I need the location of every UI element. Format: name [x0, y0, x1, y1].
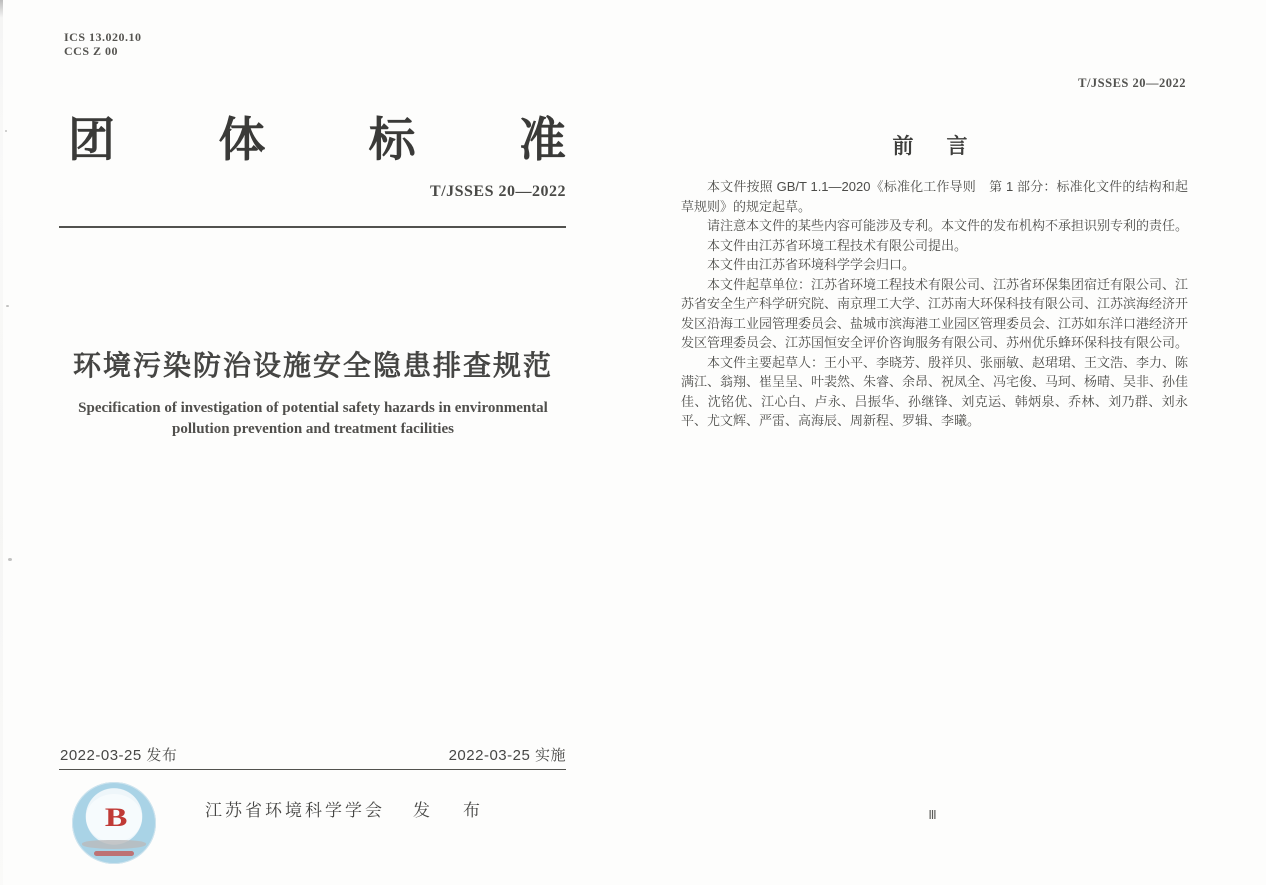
ccs-code: CCS Z 00: [64, 44, 119, 58]
publisher-name: 江苏省环境科学学会: [205, 801, 385, 820]
society-seal-icon: [72, 782, 156, 864]
foreword-paragraph: 本文件由江苏省环境工程技术有限公司提出。: [707, 237, 968, 253]
publish-label: 发 布: [413, 801, 488, 820]
ics-code: ICS 13.020.10: [64, 30, 142, 44]
title-english: [50, 398, 576, 440]
seal-inner-disc: [86, 794, 142, 842]
standard-number: T/JSSES 20—2022: [430, 183, 566, 200]
foreword-paragraph: 本文件按照 GB/T 1.1—2020《标准化工作导则 第 1 部分：标准化文件的结构和起草规则》的规定起草。: [681, 179, 1188, 214]
title-english-line2: pollution prevention and treatment facilities: [172, 421, 454, 437]
seal-emblem: B: [104, 803, 124, 832]
foreword-paragraph: 请注意本文件的某些内容可能涉及专利。本文件的发布机构不承担识别专利的责任。: [707, 218, 1189, 233]
issue-date: 2022-03-25 发布: [60, 747, 178, 764]
implement-date: 2022-03-25 实施: [448, 747, 566, 764]
seal-band: [82, 840, 146, 849]
dates-row: [60, 744, 566, 765]
footer-rule: [59, 769, 566, 770]
foreword-title: 前 言: [892, 135, 974, 158]
foreword-body: [681, 177, 1188, 431]
foreword-page: [633, 0, 1266, 885]
document-type-heading: 团体标准: [68, 113, 566, 166]
header-rule: [59, 226, 566, 228]
foreword-paragraph: 本文件主要起草人：王小平、李晓芳、殷祥贝、张丽敏、赵珺珺、王文浩、李力、陈满江、翁翔、崔呈呈、叶裴然、朱睿、余昂、祝凤全、冯宅俊、马珂、杨晴、吴非、孙佳佳、沈铭优、江心白、卢永、吕振华、孙继锋、刘克运、韩炳泉、乔林、刘乃群、刘永平、尤文辉、严雷、高海辰、周新程、罗辑、李曦。: [681, 354, 1189, 428]
classification-codes: [64, 30, 142, 58]
title-chinese: 环境污染防治设施安全隐患排查规范: [72, 350, 553, 381]
seal-foot-mark: [94, 851, 134, 856]
running-header-standard-number: T/JSSES 20—2022: [1078, 76, 1186, 90]
foreword-paragraph: 本文件起草单位：江苏省环境工程技术有限公司、江苏省环保集团宿迁有限公司、江苏省安全生产科学研究院、南京理工大学、江苏南大环保科技有限公司、江苏滨海经济开发区沿海工业园管理委员会、盐城市滨海港工业园区管理委员会、江苏如东洋口港经济开发区管理委员会、江苏国恒安全评价咨询服务有限公司、苏州优乐蜂环保科技有限公司。: [681, 276, 1189, 350]
publisher-line: [205, 796, 488, 821]
page-number: Ⅲ: [928, 808, 938, 822]
title-english-line1: Specification of investigation of potential safety hazards in environmental: [78, 400, 548, 416]
foreword-paragraph: 本文件由江苏省环境科学学会归口。: [707, 257, 916, 272]
publisher-row: [0, 778, 633, 873]
